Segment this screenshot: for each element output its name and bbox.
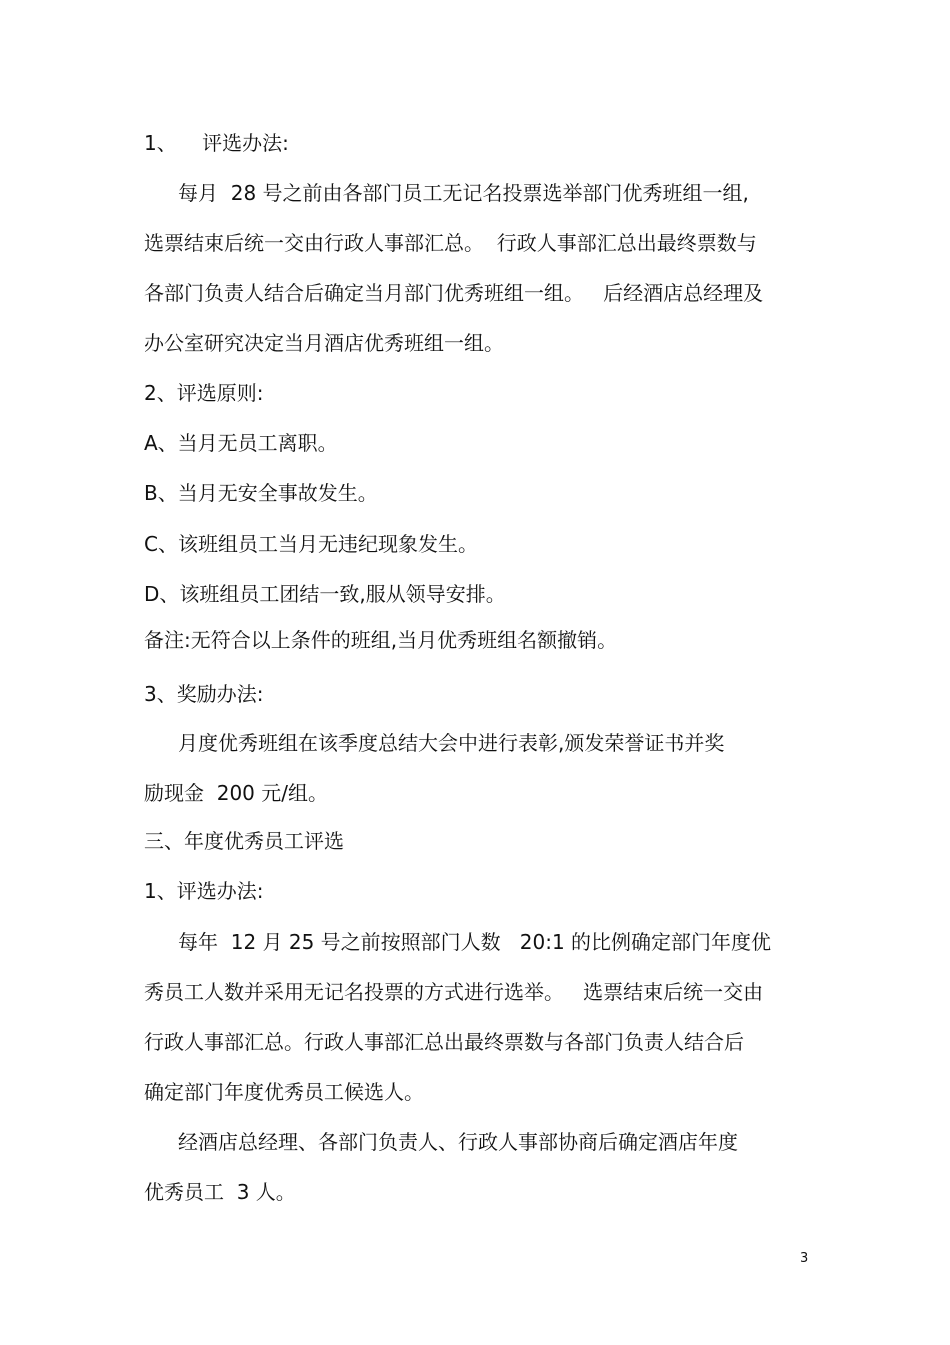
paragraph-line: 确定部门年度优秀员工候选人。	[144, 1080, 424, 1104]
section-heading-selection-method: 1、评选办法:	[144, 879, 264, 903]
paragraph-line: 月度优秀班组在该季度总结大会中进行表彰,颁发荣誉证书并奖	[178, 731, 725, 755]
section-heading-selection-method: 1、 评选办法:	[144, 131, 289, 155]
paragraph-line: 办公室研究决定当月酒店优秀班组一组。	[144, 331, 504, 355]
paragraph-line: 每月 28 号之前由各部门员工无记名投票选举部门优秀班组一组,	[178, 181, 749, 205]
list-item: A、当月无员工离职。	[144, 431, 338, 455]
note-line: 备注:无符合以上条件的班组,当月优秀班组名额撤销。	[144, 628, 618, 652]
paragraph-line: 选票结束后统一交由行政人事部汇总。 行政人事部汇总出最终票数与	[144, 231, 757, 255]
page-number: 3	[800, 1251, 809, 1266]
paragraph-line: 优秀员工 3 人。	[144, 1180, 296, 1204]
list-item: D、该班组员工团结一致,服从领导安排。	[144, 582, 506, 606]
list-item: C、该班组员工当月无违纪现象发生。	[144, 532, 478, 556]
chapter-heading-annual-employee: 三、年度优秀员工评选	[144, 829, 344, 853]
paragraph-line: 每年 12 月 25 号之前按照部门人数 20:1 的比例确定部门年度优	[178, 930, 772, 954]
paragraph-line: 各部门负责人结合后确定当月部门优秀班组一组。 后经酒店总经理及	[144, 281, 764, 305]
section-heading-reward-method: 3、奖励办法:	[144, 682, 264, 706]
list-item: B、当月无安全事故发生。	[144, 481, 378, 505]
section-heading-selection-principles: 2、评选原则:	[144, 381, 264, 405]
paragraph-line: 经酒店总经理、各部门负责人、行政人事部协商后确定酒店年度	[178, 1130, 738, 1154]
paragraph-line: 行政人事部汇总。行政人事部汇总出最终票数与各部门负责人结合后	[144, 1030, 744, 1054]
paragraph-line: 励现金 200 元/组。	[144, 781, 328, 805]
paragraph-line: 秀员工人数并采用无记名投票的方式进行选举。 选票结束后统一交由	[144, 980, 764, 1004]
